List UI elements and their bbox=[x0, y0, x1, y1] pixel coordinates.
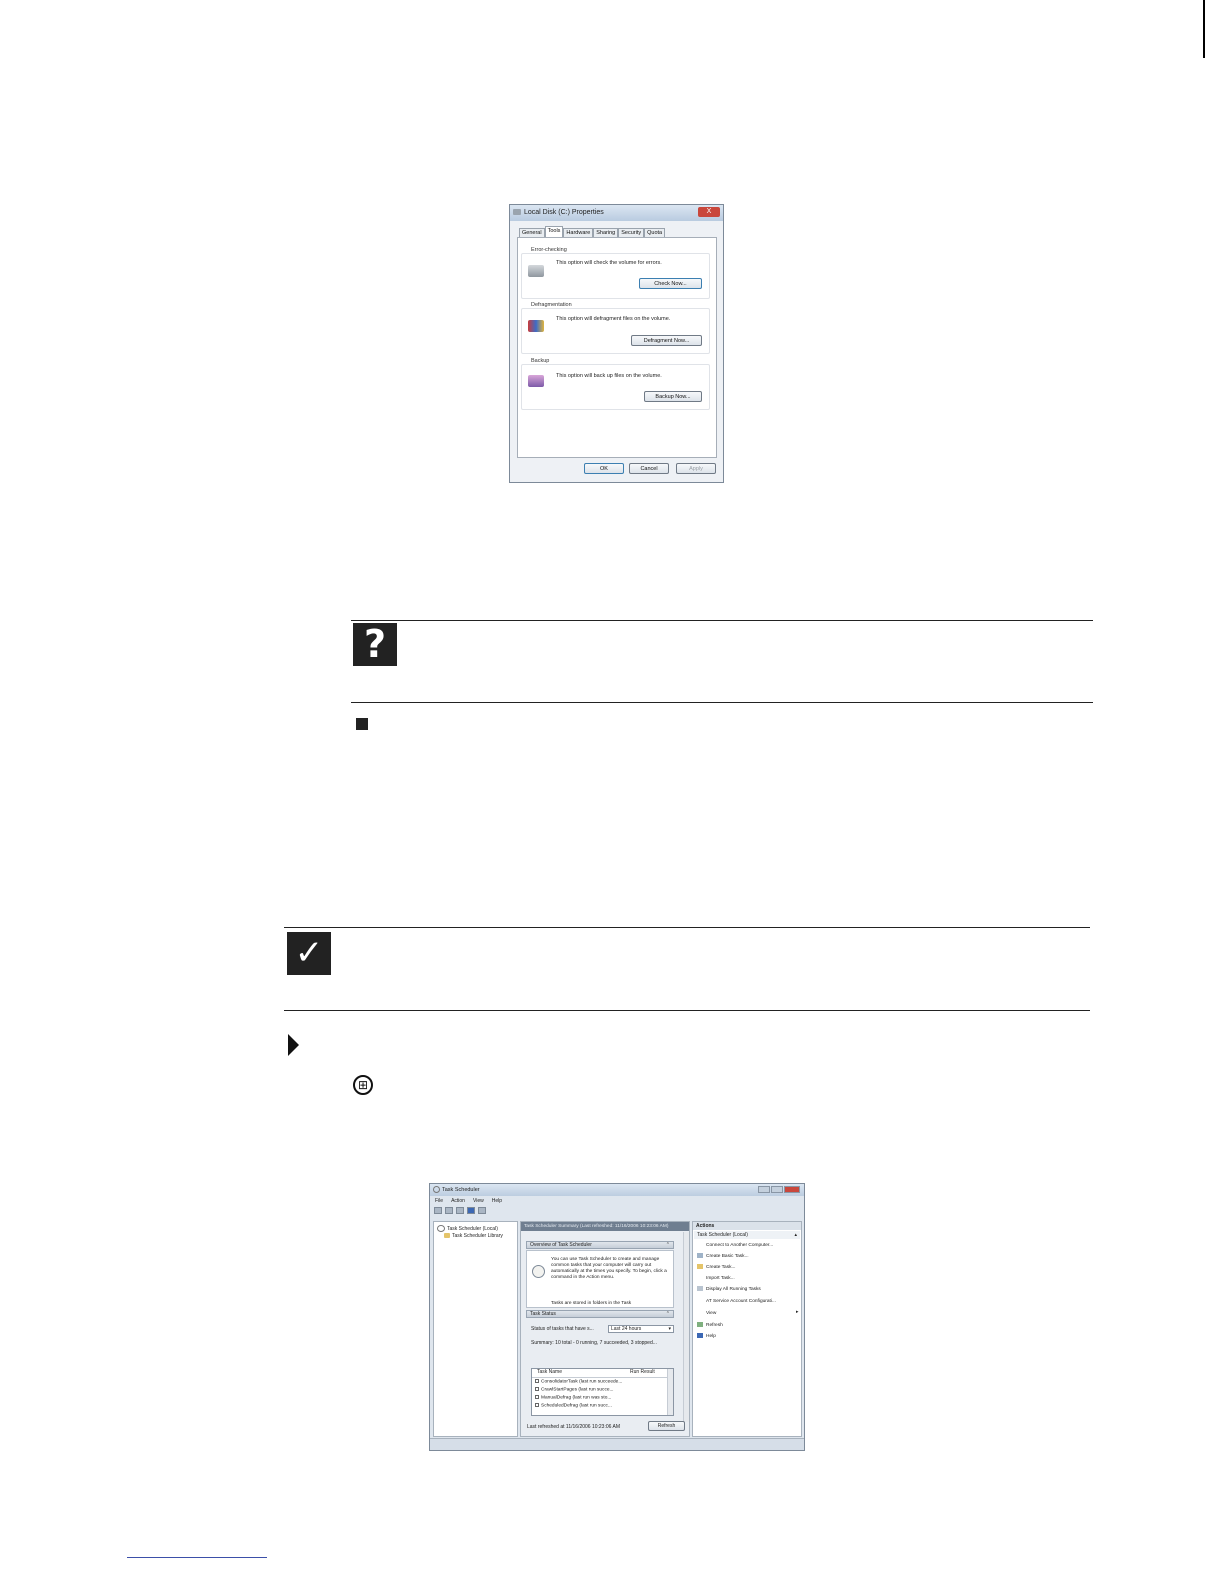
close-button[interactable]: X bbox=[698, 207, 720, 217]
chevron-up-icon: ▴ bbox=[794, 1232, 797, 1238]
tools-panel bbox=[517, 237, 717, 458]
chevron-right-icon: ▸ bbox=[796, 1310, 799, 1315]
defragmentation-group bbox=[521, 308, 710, 354]
summary-pane bbox=[520, 1221, 690, 1437]
actions-pane bbox=[692, 1221, 802, 1437]
overview-text-2: Tasks are stored in folders in the Task bbox=[551, 1301, 632, 1306]
summary-header: Task Scheduler Summary (Last refreshed: 11/16/2006 10:23:06 AM) bbox=[521, 1222, 689, 1231]
check-now-button[interactable]: Check Now... bbox=[639, 278, 702, 289]
table-row[interactable]: ConsolidatorTask (last run succeede... bbox=[535, 1379, 622, 1385]
defrag-icon bbox=[528, 320, 544, 332]
ok-button[interactable]: OK bbox=[584, 463, 624, 474]
end-of-section-icon bbox=[356, 718, 368, 730]
menu-help[interactable]: Help bbox=[491, 1198, 503, 1204]
table-row[interactable]: ScheduledDefrag (last run succ... bbox=[535, 1403, 612, 1409]
actions-header: Actions bbox=[693, 1222, 801, 1230]
scheduler-icon bbox=[437, 1225, 445, 1232]
col-task-name[interactable]: Task Name bbox=[537, 1369, 563, 1375]
ts-close-button[interactable] bbox=[784, 1186, 800, 1193]
action-display-running[interactable]: Display All Running Tasks bbox=[697, 1286, 761, 1293]
action-pane-icon[interactable] bbox=[478, 1207, 486, 1214]
window-controls bbox=[758, 1186, 800, 1193]
back-icon[interactable] bbox=[434, 1207, 442, 1214]
table-row[interactable]: ManualDefrag (last run was sto... bbox=[535, 1395, 611, 1401]
note-bottom-rule bbox=[351, 702, 1093, 703]
backup-now-button[interactable]: Backup Now... bbox=[644, 391, 702, 402]
status-summary: Summary: 10 total - 0 running, 7 succeeded, 3 stopped... bbox=[531, 1340, 657, 1346]
status-period-dropdown[interactable]: Last 24 hours ▾ bbox=[608, 1325, 674, 1333]
tip-top-rule bbox=[284, 927, 1090, 928]
maximize-button[interactable] bbox=[771, 1186, 783, 1193]
action-help[interactable]: Help bbox=[697, 1333, 716, 1340]
procedure-arrow-icon bbox=[288, 1034, 299, 1056]
help-icon: ? bbox=[353, 623, 397, 666]
task-list-scrollbar[interactable] bbox=[667, 1369, 673, 1415]
defragmentation-text: This option will defragment files on the volume. bbox=[556, 316, 671, 322]
help-action-icon bbox=[697, 1333, 703, 1338]
action-refresh[interactable]: Refresh bbox=[697, 1322, 723, 1329]
overview-text: You can use Task Scheduler to create and manage common tasks that your computer will carry out automatically at the times you specify. To begin, click a command in the Action menu. bbox=[551, 1257, 667, 1280]
defragment-now-button[interactable]: Defragment Now... bbox=[631, 335, 702, 346]
cancel-button[interactable]: Cancel bbox=[629, 463, 669, 474]
tab-hardware[interactable]: Hardware bbox=[563, 228, 593, 238]
backup-group bbox=[521, 364, 710, 410]
create-task-icon bbox=[697, 1264, 703, 1269]
table-row[interactable]: CrawlStartPages (last run succe... bbox=[535, 1387, 614, 1393]
drive-check-icon bbox=[528, 265, 544, 277]
tab-general[interactable]: General bbox=[519, 228, 545, 238]
actions-subheader[interactable]: Task Scheduler (Local) ▴ bbox=[694, 1231, 800, 1239]
refresh-icon bbox=[697, 1322, 703, 1327]
last-refreshed-text: Last refreshed at 11/16/2006 10:23:06 AM bbox=[527, 1424, 621, 1430]
tip-bottom-rule bbox=[284, 1010, 1090, 1011]
task-status-section-bar[interactable]: Task Status ⌃ bbox=[526, 1310, 674, 1318]
task-list-header bbox=[532, 1369, 673, 1378]
dialog-titlebar bbox=[510, 205, 723, 221]
task-scheduler-window bbox=[429, 1183, 805, 1451]
tab-tools[interactable]: Tools bbox=[545, 226, 564, 238]
action-connect[interactable]: Connect to Another Computer... bbox=[706, 1242, 774, 1248]
menu-view[interactable]: View bbox=[472, 1198, 484, 1204]
dialog-title: Local Disk (C:) Properties bbox=[524, 209, 604, 216]
drive-icon bbox=[513, 209, 521, 215]
defragmentation-label: Defragmentation bbox=[531, 302, 572, 308]
console-tree bbox=[433, 1221, 518, 1437]
error-checking-text: This option will check the volume for errors. bbox=[556, 260, 662, 266]
help-toolbar-icon[interactable] bbox=[467, 1207, 475, 1214]
note-top-rule bbox=[351, 620, 1093, 621]
running-tasks-icon bbox=[697, 1286, 703, 1291]
collapse-icon: ⌃ bbox=[665, 1311, 670, 1317]
tab-security[interactable]: Security bbox=[618, 228, 644, 238]
action-at-service[interactable]: AT Service Account Configurati... bbox=[706, 1298, 776, 1304]
tab-quota[interactable]: Quota bbox=[644, 228, 665, 238]
folder-icon bbox=[444, 1233, 450, 1238]
apply-button[interactable]: Apply bbox=[676, 463, 716, 474]
task-list bbox=[531, 1368, 674, 1416]
checkmark-icon: ✓ bbox=[287, 932, 331, 975]
backup-text: This option will back up files on the volume. bbox=[556, 373, 662, 379]
tree-item-library[interactable]: Task Scheduler Library bbox=[444, 1233, 503, 1239]
toolbar bbox=[434, 1207, 486, 1214]
tree-item-local[interactable]: Task Scheduler (Local) bbox=[437, 1225, 498, 1232]
dialog-tabs bbox=[519, 226, 665, 237]
error-checking-label: Error-checking bbox=[531, 247, 567, 253]
summary-scrollbar[interactable] bbox=[683, 1232, 689, 1422]
windows-start-icon: ⊞ bbox=[353, 1075, 373, 1095]
menu-bar bbox=[435, 1198, 502, 1204]
action-create-task[interactable]: Create Task... bbox=[697, 1264, 736, 1271]
ts-titlebar bbox=[430, 1184, 804, 1196]
tab-sharing[interactable]: Sharing bbox=[593, 228, 618, 238]
action-import-task[interactable]: Import Task... bbox=[706, 1275, 735, 1281]
minimize-button[interactable] bbox=[758, 1186, 770, 1193]
collapse-icon: ⌃ bbox=[665, 1242, 670, 1248]
menu-file[interactable]: File bbox=[435, 1198, 444, 1204]
action-create-basic-task[interactable]: Create Basic Task... bbox=[697, 1253, 749, 1260]
footer-link-underline bbox=[127, 1557, 267, 1558]
col-run-result[interactable]: Run Result bbox=[630, 1369, 655, 1375]
forward-icon[interactable] bbox=[445, 1207, 453, 1214]
page-edge-mark bbox=[1203, 0, 1205, 58]
overview-section-bar[interactable]: Overview of Task Scheduler ⌃ bbox=[526, 1241, 674, 1249]
backup-icon bbox=[528, 375, 544, 387]
ts-title: Task Scheduler bbox=[442, 1187, 480, 1193]
action-view[interactable]: View ▸ bbox=[706, 1310, 799, 1316]
overview-box bbox=[526, 1250, 674, 1308]
console-tree-icon[interactable] bbox=[456, 1207, 464, 1214]
create-basic-task-icon bbox=[697, 1253, 703, 1258]
backup-label: Backup bbox=[531, 358, 550, 364]
clock-icon bbox=[433, 1186, 440, 1193]
status-label: Status of tasks that have s... bbox=[531, 1326, 594, 1332]
refresh-button[interactable]: Refresh bbox=[648, 1421, 685, 1431]
menu-action[interactable]: Action bbox=[451, 1198, 465, 1204]
chevron-down-icon: ▾ bbox=[668, 1326, 671, 1332]
overview-clock-icon bbox=[532, 1265, 545, 1278]
ts-statusbar bbox=[430, 1438, 804, 1450]
properties-dialog bbox=[509, 204, 724, 483]
